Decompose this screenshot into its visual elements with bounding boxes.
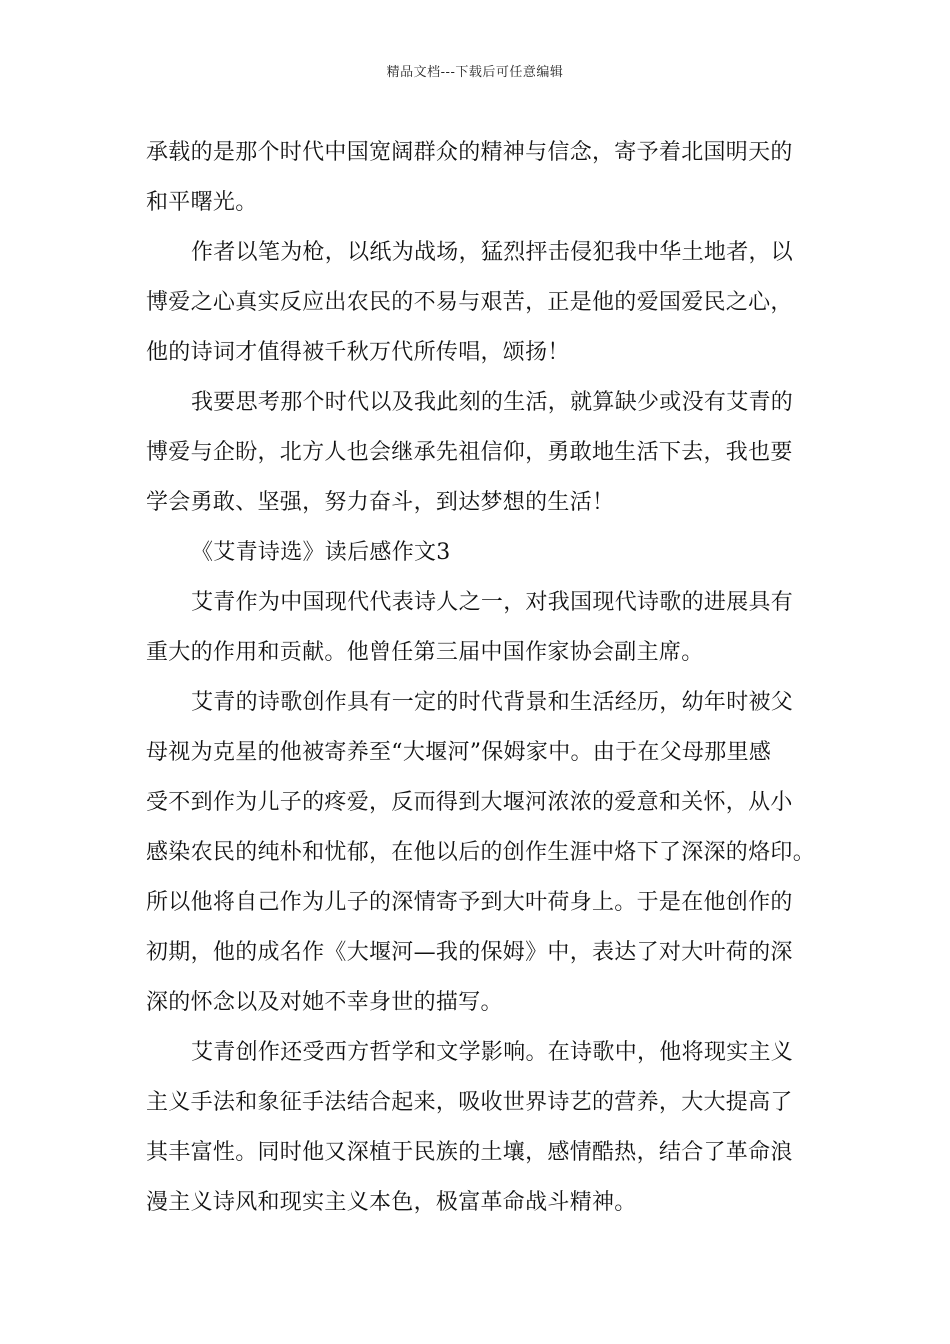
- text-line: 承载的是那个时代中国宽阔群众的精神与信念，寄予着北国明天的: [146, 140, 793, 165]
- text-line: 艾青的诗歌创作具有一定的时代背景和生活经历，幼年时被父: [191, 690, 794, 715]
- text-line: 所以他将自己作为儿子的深情寄予到大叶荷身上。于是在他创作的: [146, 890, 793, 915]
- text-line: 主义手法和象征手法结合起来，吸收世界诗艺的营养，大大提高了: [146, 1090, 793, 1115]
- text-line: 艾青作为中国现代代表诗人之一，对我国现代诗歌的进展具有: [191, 590, 794, 615]
- text-line: 作者以笔为枪，以纸为战场，猛烈抨击侵犯我中华土地者，以: [191, 240, 794, 265]
- text-line: 艾青创作还受西方哲学和文学影响。在诗歌中，他将现实主义: [191, 1040, 794, 1065]
- text-line: 他的诗词才值得被千秋万代所传唱，颂扬！: [146, 340, 570, 365]
- text-line: 受不到作为儿子的疼爱，反而得到大堰河浓浓的爱意和关怀，从小: [146, 790, 793, 815]
- text-line: 学会勇敢、坚强，努力奋斗，到达梦想的生活！: [146, 490, 615, 515]
- text-line: 和平曙光。: [146, 190, 258, 215]
- text-line: 感染农民的纯朴和忧郁，在他以后的创作生涯中烙下了深深的烙印。: [146, 840, 816, 865]
- text-line: 漫主义诗风和现实主义本色，极富革命战斗精神。: [146, 1190, 637, 1215]
- section-heading: 《艾青诗选》读后感作文3: [191, 540, 451, 565]
- text-line: 初期，他的成名作《大堰河—我的保姆》中，表达了对大叶荷的深: [146, 940, 793, 965]
- text-line: 母视为克星的他被寄养至“大堰河”保姆家中。由于在父母那里感: [146, 740, 772, 765]
- text-line: 深的怀念以及对她不幸身世的描写。: [146, 990, 503, 1015]
- text-line: 其丰富性。同时他又深植于民族的土壤，感情酷热，结合了革命浪: [146, 1140, 793, 1165]
- page-header: 精品文档---下载后可任意编辑: [386, 65, 564, 80]
- text-line: 重大的作用和贡献。他曾任第三届中国作家协会副主席。: [146, 640, 704, 665]
- text-line: 博爱与企盼，北方人也会继承先祖信仰，勇敢地生活下去，我也要: [146, 440, 793, 465]
- body-text: [146, 128, 816, 1228]
- text-line: 我要思考那个时代以及我此刻的生活，就算缺少或没有艾青的: [191, 390, 794, 415]
- text-line: 博爱之心真实反应出农民的不易与艰苦，正是他的爱国爱民之心，: [146, 290, 793, 315]
